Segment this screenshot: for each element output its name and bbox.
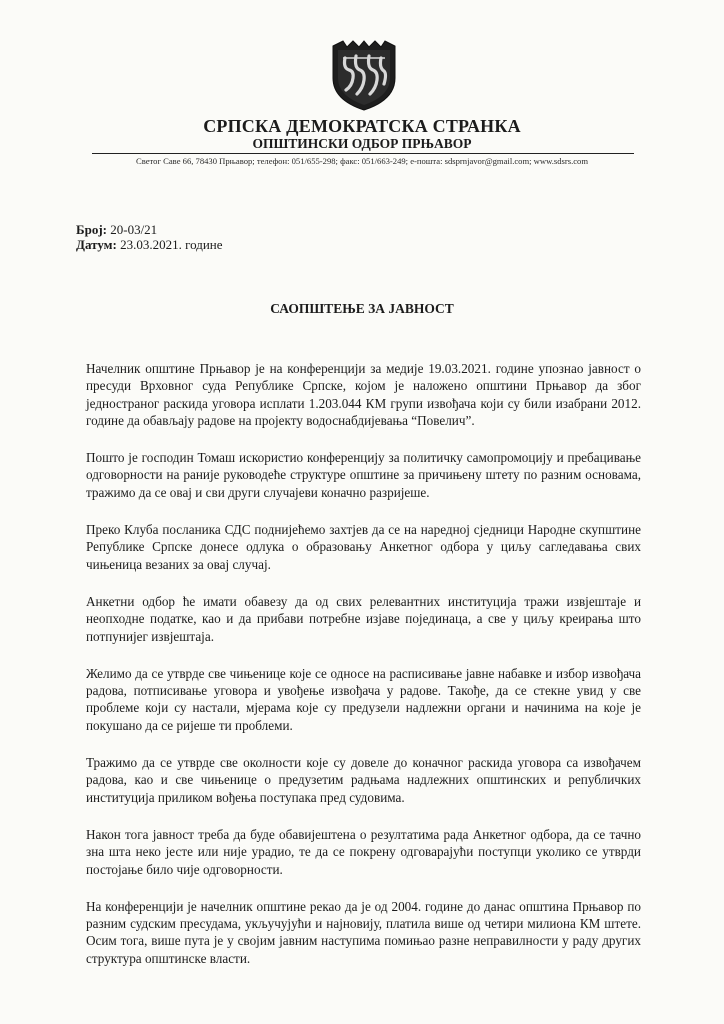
contact-line: Светог Саве 66, 78430 Прњавор; телефон: 051/655-298; факс: 051/663-249; е-пошта: sdsprnjavor@gmail.com; www.sdsrs.com bbox=[135, 156, 589, 166]
document-number bbox=[76, 222, 157, 238]
header-divider bbox=[92, 153, 634, 154]
document-date-value: 23.03.2021. године bbox=[116, 237, 223, 252]
organization-subtitle: ОПШТИНСКИ ОДБОР ПРЊАВОР bbox=[252, 136, 472, 151]
paragraph: Тражимо да се утврде све околности које су довеле до коначног раскида уговора са извођачем радова, као и све чињенице о предузетим радњама надлежних општинских и републичких институција приликом вођења поступака пред судовима. bbox=[86, 755, 641, 805]
document-heading: САОПШТЕЊЕ ЗА ЈАВНОСТ bbox=[270, 301, 454, 316]
organization-title: СРПСКА ДЕМОКРАТСКА СТРАНКА bbox=[203, 116, 521, 136]
paragraph: Анкетни одбор ће имати обавезу да од свих релевантних институција тражи извјештаје и неопходне податке, као и да прибави потребне изјаве појединаца, а све у циљу креирања што потпунијег извјештаја. bbox=[86, 593, 641, 644]
party-logo-icon bbox=[329, 38, 399, 112]
paragraph: На конференцији је начелник општине рекао да је од 2004. године до данас општина Прњавор по разним судским пресудама, укључујући и најновију, платила више од четири милиона КМ штете. Осим тога, више пута је у својим јавним наступима помињао разне неправилности у раду других структура општинске власти. bbox=[86, 898, 641, 966]
document-number-label: Број: bbox=[76, 222, 107, 237]
document-number-value: 20-03/21 bbox=[106, 222, 158, 237]
document-date-label: Датум: bbox=[76, 237, 117, 252]
paragraph: Желимо да се утврде све чињенице које се односе на расписивање јавне набавке и избор извођача радова, потписивање уговора и увођење извођача у радове. Такође, да се стекне увид у све проблеме који су настали, мјерама које су предузели надлежни органи и начинима на које је покушано да се ријеше ти проблеми. bbox=[86, 665, 641, 733]
press-release-body bbox=[86, 360, 641, 987]
paragraph: Пошто је господин Томаш искористио конференцију за политичку самопромоцију и пребацивање одговорности на раније руководеће структуре општине за причињену штету по разним основама, тражимо да се овај и сви други случајеви коначно разријеше. bbox=[86, 450, 641, 500]
paragraph: Преко Клуба посланика СДС поднијећемо захтјев да се на наредној сједници Народне скупштине Републике Српске донесе одлука о образовању Анкетног одбора у циљу сагледавања свих чињеница везаних за овај случај. bbox=[86, 522, 641, 572]
paragraph: Након тога јавност треба да буде обавијештена о резултатима рада Анкетног одбора, да се тачно зна шта неко јесте или није урадио, те да се покрену одговарајући поступци уколико се утврди постојање било чије одговорности. bbox=[86, 826, 641, 877]
document-date bbox=[76, 237, 223, 253]
paragraph: Начелник општине Прњавор је на конференцији за медије 19.03.2021. године упознао јавност о пресуди Врховног суда Републике Српске, којом је наложено општини Прњавор да због једностраног раскида уговора исплати 1.203.044 КМ групи извођача који су били изабрани 2012. године да обављају радове на пројекту водоснабдијевања “Повелич”. bbox=[86, 361, 641, 428]
